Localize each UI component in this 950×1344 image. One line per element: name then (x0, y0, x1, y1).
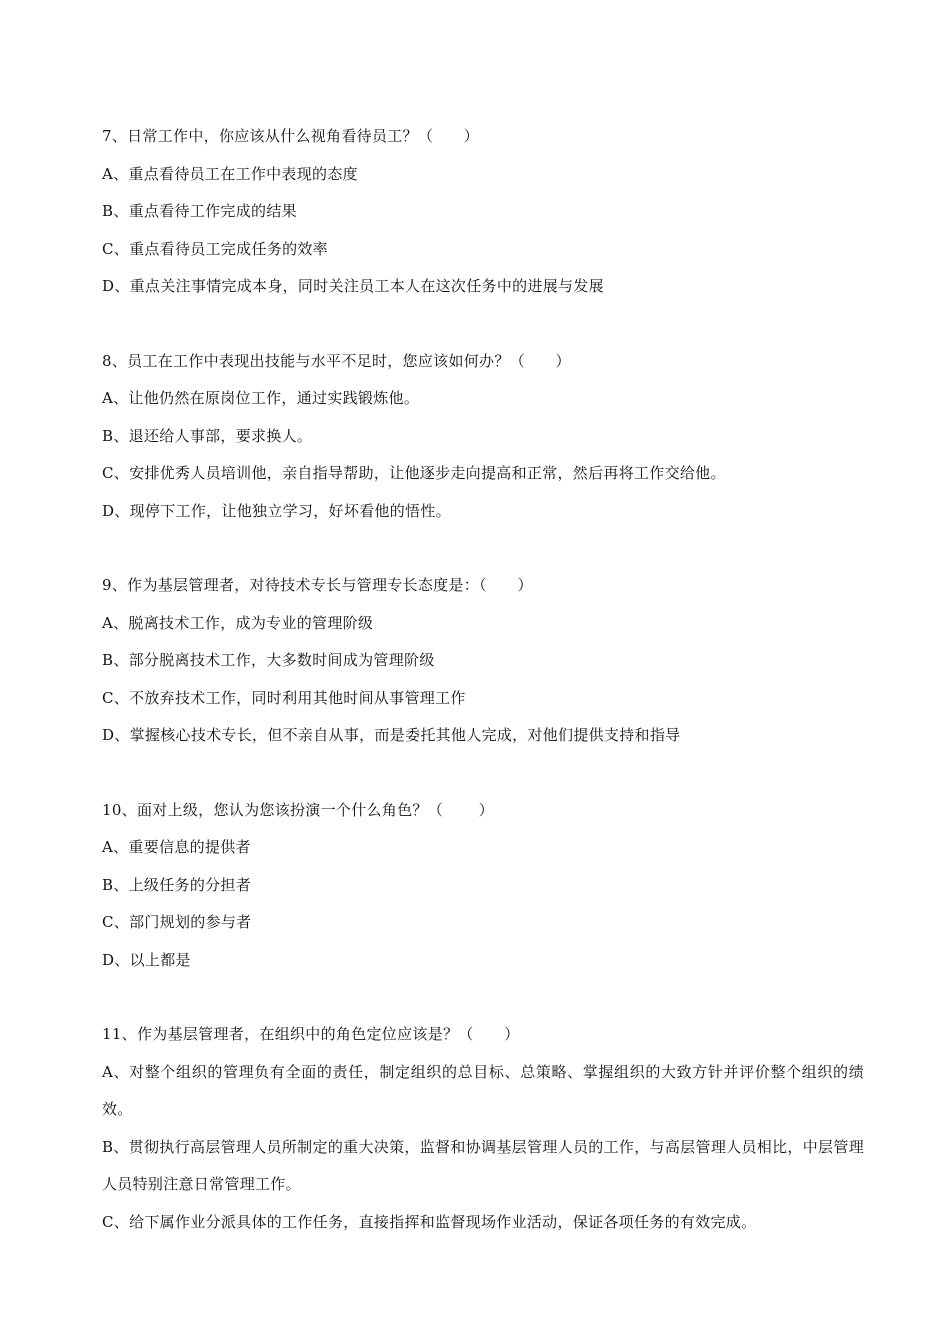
question-9 (102, 567, 864, 755)
question-stem: 7、日常工作中，你应该从什么视角看待员工？（ ） (102, 127, 480, 145)
option-b: B、部分脱离技术工作，大多数时间成为管理阶级 (102, 651, 435, 669)
option-d: D、以上都是 (102, 950, 191, 969)
option-b: B、重点看待工作完成的结果 (102, 202, 297, 220)
option-c: C、不放弃技术工作，同时利用其他时间从事管理工作 (102, 688, 466, 707)
question-stem: 10、面对上级，您认为您该扮演一个什么角色？（ ） (102, 800, 494, 819)
option-c: C、重点看待员工完成任务的效率 (102, 239, 328, 258)
question-10 (102, 792, 864, 980)
option-c: C、安排优秀人员培训他，亲自指导帮助，让他逐步走向提高和正常，然后再将工作交给他。 (102, 464, 726, 482)
option-d: D、重点关注事情完成本身，同时关注员工本人在这次任务中的进展与发展 (102, 277, 604, 295)
question-7 (102, 118, 864, 306)
option-b: B、贯彻执行高层管理人员所制定的重大决策，监督和协调基层管理人员的工作，与高层管理人员相比，中层管理人员特别注意日常管理工作。 (102, 1137, 864, 1193)
question-stem: 9、作为基层管理者，对待技术专长与管理专长态度是：（ ） (102, 576, 533, 594)
option-b: B、退还给人事部，要求换人。 (102, 426, 313, 445)
option-b: B、上级任务的分担者 (102, 875, 252, 894)
question-stem: 8、员工在工作中表现出技能与水平不足时，您应该如何办？（ ） (102, 351, 571, 370)
option-d: D、掌握核心技术专长，但不亲自从事，而是委托其他人完成，对他们提供支持和指导 (102, 726, 681, 744)
option-d: D、现停下工作，让他独立学习，好坏看他的悟性。 (102, 501, 451, 520)
option-c: C、给下属作业分派具体的工作任务，直接指挥和监督现场作业活动，保证各项任务的有效完成。 (102, 1212, 757, 1231)
question-11 (102, 1016, 864, 1241)
option-a: A、重点看待员工在工作中表现的态度 (102, 164, 358, 183)
option-a: A、让他仍然在原岗位工作，通过实践锻炼他。 (102, 389, 420, 407)
option-c: C、部门规划的参与者 (102, 913, 252, 931)
question-stem: 11、作为基层管理者，在组织中的角色定位应该是？（ ） (102, 1025, 520, 1043)
question-8 (102, 343, 864, 531)
question-list (102, 118, 864, 1278)
option-a: A、对整个组织的管理负有全面的责任，制定组织的总目标、总策略、掌握组织的大致方针并评价整个组织的绩效。 (102, 1062, 864, 1118)
option-a: A、脱离技术工作，成为专业的管理阶级 (102, 613, 374, 632)
option-a: A、重要信息的提供者 (102, 838, 251, 856)
